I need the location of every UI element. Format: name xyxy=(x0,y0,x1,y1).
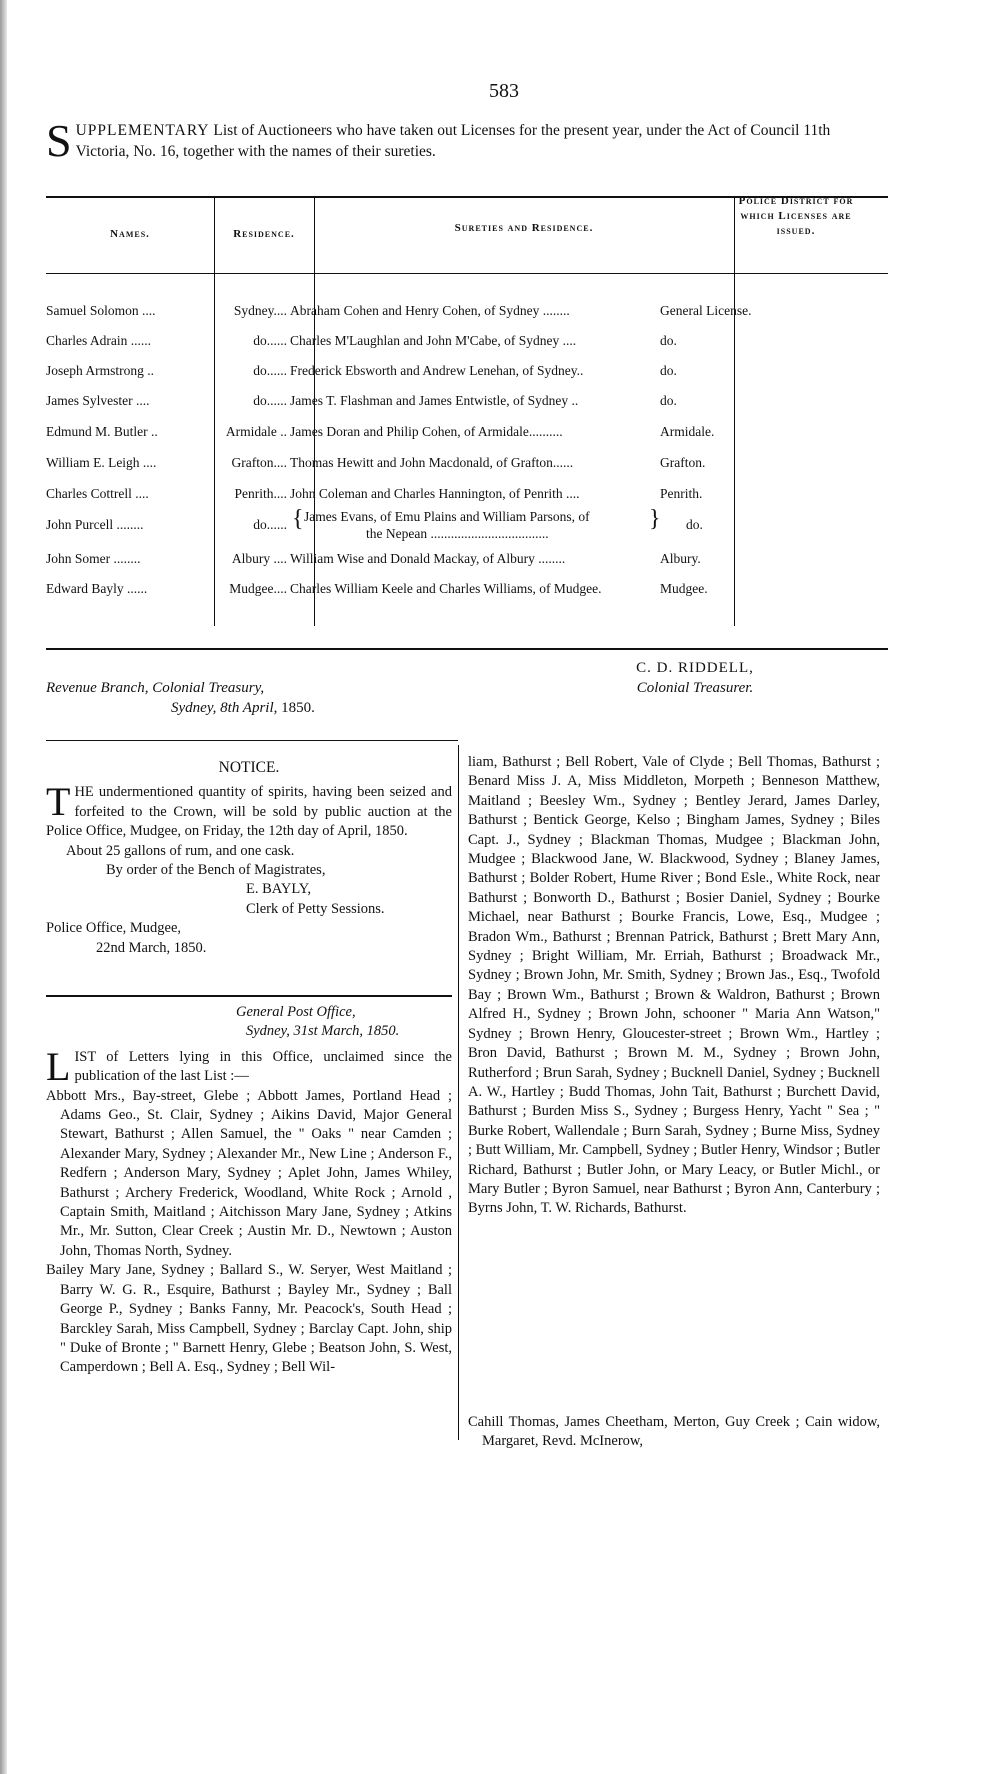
notice-heading: NOTICE. xyxy=(218,759,280,776)
header-sureties: Sureties and Residence. xyxy=(454,222,594,234)
table-bottom-rule xyxy=(46,648,888,650)
name-cell: James Sylvester .... xyxy=(46,393,150,408)
sureties-cell: Frederick Ebsworth and Andrew Lenehan, of Sydney.. xyxy=(290,363,584,378)
residence-cell: Mudgee.... xyxy=(229,581,287,596)
name-cell: Charles Adrain ...... xyxy=(46,333,151,348)
letters-office: General Post Office, xyxy=(236,1004,356,1020)
notice-bottom-rule xyxy=(46,995,452,997)
intro-lead: UPPLEMENTARY xyxy=(75,122,210,139)
table-row xyxy=(46,303,896,325)
sureties-cell: Abraham Cohen and Henry Cohen, of Sydney ........ xyxy=(290,303,570,318)
police-district-cell: Albury. xyxy=(660,551,701,566)
right-brace: } xyxy=(649,506,661,532)
treasurer-name: C. D. RIDDELL, xyxy=(636,660,754,676)
name-cell: Joseph Armstrong .. xyxy=(46,363,154,378)
page-number: 583 xyxy=(489,80,519,102)
name-cell: John Purcell ........ xyxy=(46,517,144,532)
name-cell: William E. Leigh .... xyxy=(46,455,157,470)
notice-date: 22nd March, 1850. xyxy=(96,939,207,956)
name-cell: Edward Bayly ...... xyxy=(46,581,148,596)
table-row xyxy=(46,424,896,446)
letters-list-left xyxy=(46,1003,452,1545)
name-cell: Samuel Solomon .... xyxy=(46,303,156,318)
table-row xyxy=(46,393,896,415)
notice-signer-title: Clerk of Petty Sessions. xyxy=(246,900,385,917)
treasurer-title: Colonial Treasurer. xyxy=(636,680,754,696)
branch-line: Revenue Branch, Colonial Treasury, xyxy=(46,680,265,696)
sureties-cell: James Evans, of Emu Plains and William Parsons, of xyxy=(304,509,590,524)
residence-cell: do...... xyxy=(253,517,287,532)
name-cell: Edmund M. Butler .. xyxy=(46,424,158,439)
name-cell: John Somer ........ xyxy=(46,551,141,566)
revenue-branch-signature xyxy=(46,678,315,718)
letters-intro: IST of Letters lying in this Office, unclaimed since the publication of the last List :— xyxy=(74,1048,452,1085)
sureties-cell: Charles M'Laughlan and John M'Cabe, of Sydney .... xyxy=(290,333,577,348)
sureties-cell: Charles William Keele and Charles Williams, of Mudgee. xyxy=(290,581,602,596)
police-district-cell: Armidale. xyxy=(660,424,715,439)
date-place: Sydney, 8th April, xyxy=(171,700,278,716)
table-row xyxy=(46,551,896,573)
sureties-cell: James Doran and Philip Cohen, of Armidale.......... xyxy=(290,424,563,439)
residence-cell: Grafton.... xyxy=(231,455,287,470)
left-brace: { xyxy=(292,506,304,532)
name-cell: Charles Cottrell .... xyxy=(46,486,149,501)
residence-cell: do...... xyxy=(253,363,287,378)
police-district-cell: do. xyxy=(660,363,677,378)
residence-cell: Sydney.... xyxy=(233,303,287,318)
police-district-cell: do. xyxy=(660,333,677,348)
letters-dropcap: L xyxy=(46,1043,71,1089)
notice-body: HE undermentioned quantity of spirits, having been seized and forfeited to the Crown, will be sold by public auction at the Police Office, Mudgee, on Friday, the 12th day of April, 1850. xyxy=(46,784,452,840)
table-row xyxy=(46,486,896,508)
letters-a: Abbott Mrs., Bay-street, Glebe ; Abbott James, Portland Head ; Adams Geo., St. Clair, Sydney ; Aikins David, Major General Stewart, Bathurst ; Allen Samuel, the " Oaks " near Camden ; Alexander Mary, Sydney ; Alexander Mr., New Line ; Anderson F., Redfern ; Anderson Mary, Sydney ; Aplet John, James Whiley, Bathurst ; Archery Frederick, Woodland, White Rock ; Arnold , Captain Smith, Maitland ; Aitchisson Mary Jane, Sydney ; Atkins Mr., Mr. Sutton, Clear Creek ; Austin Mr. D., Newtown ; Auston John, Thomas North, Sydney. xyxy=(46,1087,452,1259)
letters-c: Cahill Thomas, James Cheetham, Merton, Guy Creek ; Cain widow, Margaret, Revd. McInerow, xyxy=(468,1414,880,1450)
table-row xyxy=(46,363,896,385)
notice-order: By order of the Bench of Magistrates, xyxy=(106,862,326,879)
notice-item: About 25 gallons of rum, and one cask. xyxy=(66,842,295,859)
residence-cell: do...... xyxy=(253,333,287,348)
notice-signer: E. BAYLY, xyxy=(246,881,312,898)
residence-cell: do...... xyxy=(253,393,287,408)
residence-cell: Penrith.... xyxy=(234,486,287,501)
table-row xyxy=(46,333,896,355)
treasurer-signature xyxy=(560,658,830,698)
supplementary-intro xyxy=(46,115,882,166)
letters-date: Sydney, 31st March, 1850. xyxy=(246,1023,400,1040)
letters-list-right xyxy=(468,753,880,1450)
header-residence: Residence. xyxy=(233,228,295,240)
header-names: Names. xyxy=(110,228,150,240)
left-column-rule xyxy=(46,740,458,741)
intro-text: List of Auctioneers who have taken out Licenses for the present year, under the Act of Council 11th Victoria, No. 16, together with the names of their sureties. xyxy=(75,122,831,160)
header-police-district: Police District for which Licenses are issued. xyxy=(738,195,854,237)
sureties-cell-continued: the Nepean ................................... xyxy=(366,526,549,541)
police-district-cell: General License. xyxy=(660,303,752,318)
sureties-cell: James T. Flashman and James Entwistle, of Sydney .. xyxy=(290,393,579,408)
spirits-notice xyxy=(46,758,452,958)
table-row xyxy=(46,455,896,477)
letters-b-continued: liam, Bathurst ; Bell Robert, Vale of Clyde ; Bell Thomas, Bathurst ; Benard Miss J. A, Miss Middleton, Morpeth ; Benneson Matthew, Maitland ; Beesley Wm., Sydney ; Bentley Jerard, James Darley, Bathurst ; Bentick George, Kelso ; Bingham James, Sydney ; Biles Capt. J., Sydney ; Blackman Thomas, Mudgee ; Blackman John, Mudgee ; Blackwood Jane, W. Blackwood, Sydney ; Blaney James, Bathurst ; Bolder Robert, Hume River ; Bond Esle., White Rock, near Bathurst ; Bonworth D., Bathurst ; Bosier Daniel, Sydney ; Bourke Michael, near Bathurst ; Bourke Francis, Lowe, Esq., Mudgee ; Bradon Wm., Bathurst ; Brennan Patrick, Bathurst ; Brett Mary Ann, Sydney ; Bright William, Mr. Erriah, Bathurst ; Broadwack Mr., Sydney ; Brown John, Mr. Smith, Sydney ; Brown Jas., Esq., Twofold Bay ; Brown Wm., Bathurst ; Brown & Waldron, Bathurst ; Brown Alfred H., Sydney ; Brown John, schooner " Maria Ann Watson," Sydney ; Brown Henry, Gloucester-street ; Brown Wm., Hartley ; Bron David, Bathurst ; Brown M. M., Sydney ; Brown John, Rutherford ; Brun Sarah, Sydney ; Bucknell Daniel, Sydney ; Bucknell A. W., Hartley ; Budd Thomas, John Tait, Bathurst ; Burchett David, Bathurst ; Burden Miss S., Sydney ; Burgess Henry, Yacht " Sea ; " Burke Robert, Wallendale ; Burn Sarah, Sydney ; Burne Miss, Sydney ; Butt William, Mr. Campbell, Sydney ; Butler Henry, Windsor ; Butler Richard, Bathurst ; Butler John, or Mary Leacy, or Butler Michl., or Mary Butler ; Byron Samuel, near Bathurst ; Byron Ann, Canterbury ; Byrns John, T. W. Richards, Bathurst. xyxy=(468,754,880,1217)
police-district-cell: do. xyxy=(660,393,677,408)
sureties-cell: William Wise and Donald Mackay, of Albury ........ xyxy=(290,551,566,566)
notice-dropcap: T xyxy=(46,779,71,825)
residence-cell: Armidale .. xyxy=(225,424,287,439)
page-edge xyxy=(0,0,7,1774)
police-district-cell: Grafton. xyxy=(660,455,706,470)
residence-cell: Albury .... xyxy=(231,551,287,566)
police-district-cell: Penrith. xyxy=(660,486,703,501)
column-divider xyxy=(458,745,459,1440)
letters-b-part1: Bailey Mary Jane, Sydney ; Ballard S., W. Seryer, West Maitland ; Barry W. G. R., Esquire, Bathurst ; Bayley Mr., Sydney ; Ball George P., Sydney ; Banks Fanny, Mr. Peacock's, South Head ; Barckley Sarah, Miss Campbell, Sydney ; Barclay Capt. John, ship " Duke of Bronte ; " Barnett Henry, Glebe ; Beatson John, S. West, Camperdown ; Bell A. Esq., Sydney ; Bell Wil- xyxy=(46,1262,452,1376)
date-year: 1850. xyxy=(281,700,315,716)
police-district-cell: do. xyxy=(686,517,703,532)
table-header-rule xyxy=(46,273,888,274)
sureties-cell: John Coleman and Charles Hannington, of Penrith .... xyxy=(290,486,580,501)
police-district-cell: Mudgee. xyxy=(660,581,708,596)
sureties-cell: Thomas Hewitt and John Macdonald, of Grafton...... xyxy=(290,455,574,470)
table-row xyxy=(46,581,896,603)
intro-dropcap: S xyxy=(46,115,72,166)
table-row xyxy=(46,506,896,541)
notice-office: Police Office, Mudgee, xyxy=(46,920,182,937)
